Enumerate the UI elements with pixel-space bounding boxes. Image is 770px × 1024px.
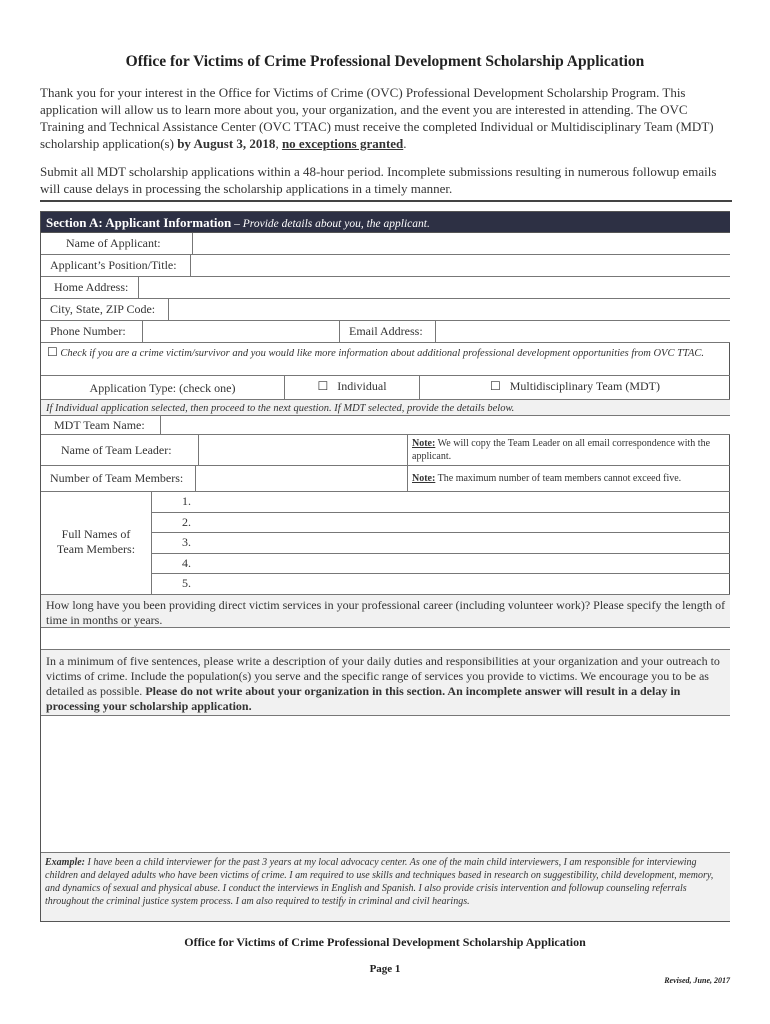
team-leader-label: Name of Team Leader:: [41, 435, 199, 466]
intro-comma: ,: [275, 136, 282, 151]
team-member-field[interactable]: 1.: [152, 492, 730, 513]
victim-services-question: How long have you been providing direct victim services in your professional career (including volunteer work)? Please specify the length of time in months or years.: [41, 595, 730, 628]
page-number: Page 1: [369, 963, 401, 975]
team-members-note: [408, 466, 730, 492]
section-a-title: Section A: Applicant Information: [46, 215, 232, 230]
crime-victim-checkbox-row[interactable]: [41, 343, 730, 376]
section-a-subtitle: – Provide details about you, the applicant.: [231, 218, 430, 230]
city-state-zip-field[interactable]: [169, 299, 730, 321]
team-members-note-text: The maximum number of team members cannot exceed five.: [435, 473, 682, 484]
intro-period: .: [403, 136, 407, 151]
city-state-zip-label: City, State, ZIP Code:: [41, 299, 169, 321]
revised-date: Revised, June, 2017: [664, 976, 730, 985]
mdt-instruction: If Individual application selected, then proceed to the next question. If MDT selected, provide the details below.: [41, 400, 730, 416]
section-a-form: [40, 211, 730, 922]
team-leader-note: [408, 435, 730, 466]
applicant-name-field[interactable]: [193, 233, 730, 255]
divider-rule: [40, 200, 732, 202]
mdt-submission-paragraph: Submit all MDT scholarship applications within a 48-hour period. Incomplete submissions resulting in numerous followup emails will cause delays in processing the scholarship applications in a timely manner.: [40, 164, 717, 196]
team-member-field[interactable]: 4.: [152, 554, 730, 574]
section-a-header: [41, 212, 730, 233]
duties-answer[interactable]: [41, 716, 730, 853]
mdt-team-name-field[interactable]: [161, 416, 730, 435]
mdt-option[interactable]: [420, 376, 730, 400]
duties-question-warning: Please do not write about your organization in this section. An incomplete answer will result in a delay in processing your scholarship application.: [46, 684, 681, 713]
phone-field[interactable]: [143, 321, 340, 343]
email-label: Email Address:: [340, 321, 436, 343]
home-address-field[interactable]: [139, 277, 730, 299]
no-exceptions-text: no exceptions granted: [281, 136, 404, 151]
applicant-position-field[interactable]: [191, 255, 730, 277]
example-text: I have been a child interviewer for the past 3 years at my local advocacy center. As one of the main child interviewers, I am responsible for interviewing children and delayed adults who have been victims of crime. I am required to use skills and techniques based in research on suggestibility, child development, memory, and dynamics of sexual and physical abuse. I conduct the interviews in English and Spanish. I also provide crisis intervention and followup counseling referrals throughout the criminal justice system process. I am also required to testify in criminal and civil hearings.: [45, 857, 714, 907]
mdt-team-name-label: MDT Team Name:: [41, 416, 161, 435]
page-title: Office for Victims of Crime Professional Development Scholarship Application: [125, 53, 645, 70]
intro-text: Thank you for your interest in the Office for Victims of Crime (OVC) Professional Development Scholarship Program. This application will allow us to learn more about you, your organization, and the event you are interested in attending. The OVC Training and Technical Assistance Center (OVC TTAC) must receive the completed Individual or Multidisciplinary Team (MDT) scholarship application(s): [40, 85, 714, 151]
home-address-label: Home Address:: [41, 277, 139, 299]
applicant-name-label: Name of Applicant:: [41, 233, 193, 255]
intro-paragraph: [40, 84, 732, 152]
team-member-field[interactable]: 3.: [152, 533, 730, 554]
duties-question-text: In a minimum of five sentences, please write a description of your daily duties and responsibilities at your organization and your outreach to victims of crime. Include the population(s) you serve and the specific range of services you provide to victims. We encourage you to be as detailed as possible.: [46, 654, 720, 698]
individual-checkbox[interactable]: ☐: [317, 379, 329, 393]
email-field[interactable]: [436, 321, 730, 343]
phone-label: Phone Number:: [41, 321, 143, 343]
individual-label: Individual: [337, 379, 387, 393]
team-leader-field[interactable]: [199, 435, 408, 466]
duties-question: [41, 650, 730, 716]
team-leader-note-text: We will copy the Team Leader on all email correspondence with the applicant.: [412, 438, 711, 462]
team-member-field[interactable]: 2.: [152, 513, 730, 533]
team-member-field[interactable]: 5.: [152, 574, 730, 595]
example-text-block: [41, 853, 730, 921]
mdt-checkbox[interactable]: ☐: [489, 379, 501, 393]
example-label: Example:: [45, 857, 85, 868]
footer-title: Office for Victims of Crime Professional Development Scholarship Application: [184, 935, 586, 949]
crime-victim-checkbox[interactable]: ☐: [47, 345, 58, 359]
applicant-position-label: Applicant’s Position/Title:: [41, 255, 191, 277]
note-label: Note:: [412, 473, 436, 484]
full-names-label: Full Names of Team Members:: [41, 492, 152, 595]
application-type-label: Application Type: (check one): [41, 376, 285, 400]
note-label: Note:: [412, 438, 436, 449]
team-members-count-field[interactable]: [196, 466, 408, 492]
crime-victim-text: Check if you are a crime victim/survivor and you would like more information about additional professional development opportunities from OVC TTAC.: [57, 348, 705, 359]
team-members-count-label: Number of Team Members:: [41, 466, 196, 492]
individual-option[interactable]: [285, 376, 420, 400]
victim-services-answer[interactable]: [41, 628, 730, 650]
deadline-text: by August 3, 2018: [177, 136, 276, 151]
mdt-label: Multidisciplinary Team (MDT): [509, 379, 660, 393]
